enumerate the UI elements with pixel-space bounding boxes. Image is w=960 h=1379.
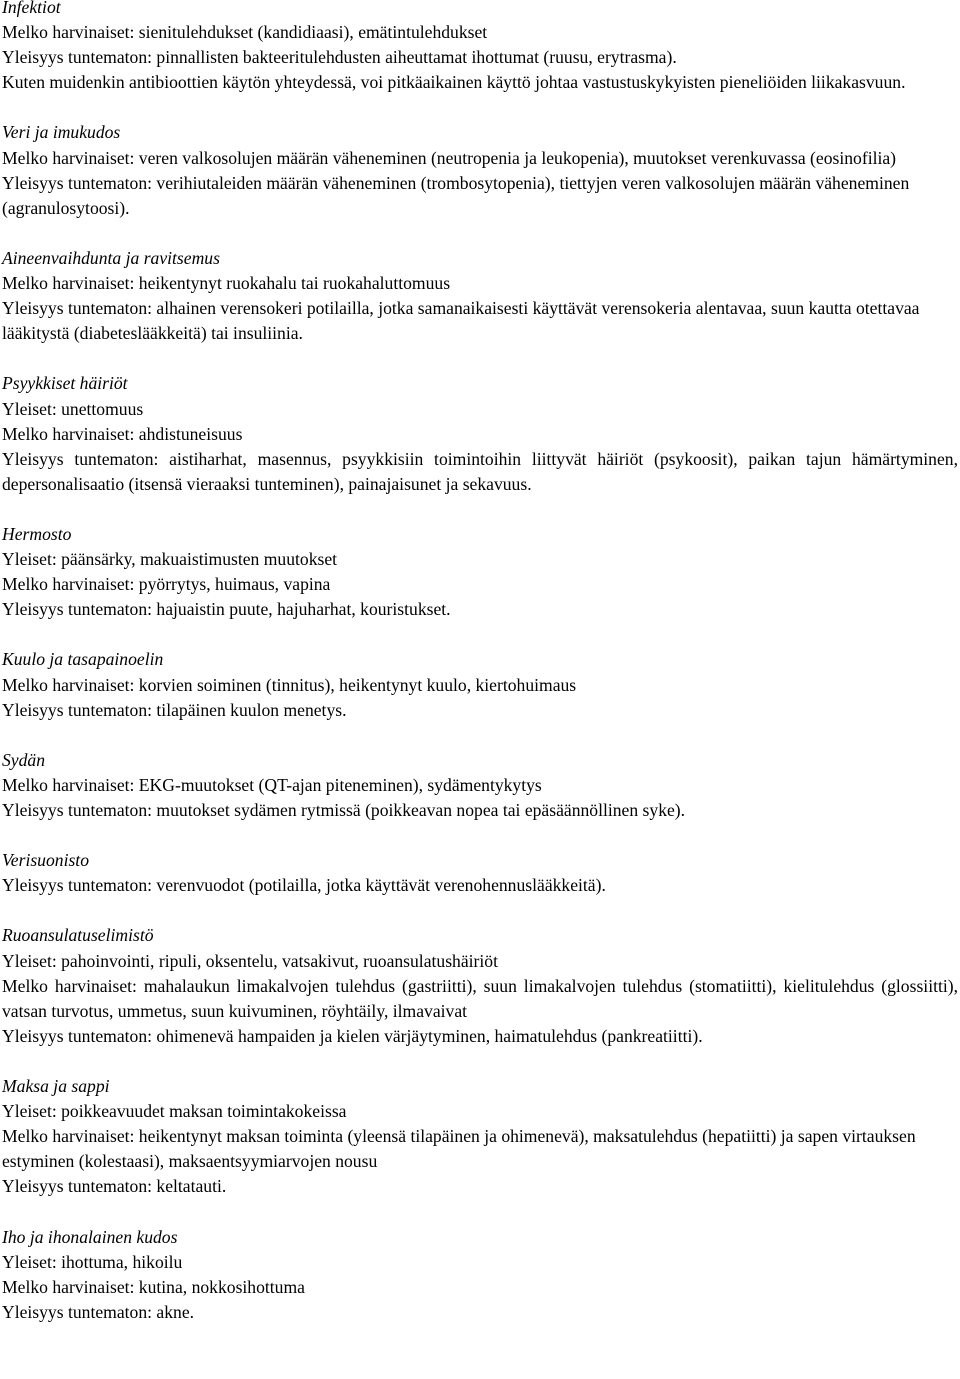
section-heading: Ruoansulatuselimistö: [2, 925, 154, 946]
section-psyykkiset-hairiot: [2, 371, 958, 496]
section-line: Yleiset: unettomuus: [2, 398, 144, 419]
section-line: Melko harvinaiset: korvien soiminen (tinnitus), heikentynyt kuulo, kiertohuimaus: [2, 674, 577, 695]
section-line: Yleisyys tuntematon: ohimenevä hampaiden ja kielen värjäytyminen, haimatulehdus (pankreatiitti).: [2, 1025, 703, 1046]
section-hermosto: [2, 522, 958, 622]
section-maksa-ja-sappi: [2, 1074, 958, 1199]
section-line: Melko harvinaiset: heikentynyt ruokahalu tai ruokahaluttomuus: [2, 273, 451, 294]
section-line: Yleiset: ihottuma, hikoilu: [2, 1251, 183, 1272]
section-sydan: [2, 748, 958, 823]
section-heading: Infektiot: [2, 0, 61, 17]
section-iho-ja-ihonalainen-kudos: [2, 1225, 958, 1325]
section-line: Yleisyys tuntematon: tilapäinen kuulon menetys.: [2, 699, 347, 720]
section-heading: Hermosto: [2, 523, 72, 544]
section-line: Yleisyys tuntematon: pinnallisten bakteeritulehdusten aiheuttamat ihottumat (ruusu, erytrasma).: [2, 47, 677, 68]
section-line: Yleisyys tuntematon: aistiharhat, masennus, psyykkisiin toimintoihin liittyvät häiriöt (psykoosit), paikan tajun hämärtyminen, depersonalisaatio (itsensä vieraaksi tunteminen), painajaisunet ja sekavuus.: [2, 448, 958, 494]
section-veri-ja-imukudos: [2, 120, 958, 220]
section-line: Melko harvinaiset: kutina, nokkosihottuma: [2, 1276, 305, 1297]
section-line: Melko harvinaiset: pyörrytys, huimaus, vapina: [2, 574, 331, 595]
document-body: [2, 0, 958, 1350]
section-heading: Sydän: [2, 749, 45, 770]
section-heading: Veri ja imukudos: [2, 122, 121, 143]
section-line: Kuten muidenkin antibioottien käytön yhteydessä, voi pitkäaikainen käyttö johtaa vastustuskykyisten pieneliöiden liikakasvuun.: [2, 72, 906, 93]
section-heading: Aineenvaihdunta ja ravitsemus: [2, 247, 220, 268]
section-infektiot: [2, 0, 958, 95]
section-line: Yleiset: poikkeavuudet maksan toimintakokeissa: [2, 1101, 347, 1122]
section-line: Melko harvinaiset: heikentynyt maksan toiminta (yleensä tilapäinen ja ohimenevä), maksatulehdus (hepatiitti) ja sapen virtauksen estyminen (kolestaasi), maksaentsyymiarvojen nousu: [2, 1126, 916, 1172]
section-line: Melko harvinaiset: veren valkosolujen määrän väheneminen (neutropenia ja leukopenia), muutokset verenkuvassa (eosinofilia): [2, 147, 897, 168]
section-aineenvaihdunta: [2, 246, 958, 346]
section-heading: Maksa ja sappi: [2, 1076, 110, 1097]
section-kuulo-ja-tasapainoelin: [2, 647, 958, 722]
section-verisuonisto: [2, 848, 958, 898]
section-line: Melko harvinaiset: mahalaukun limakalvojen tulehdus (gastriitti), suun limakalvojen tulehdus (stomatiitti), kielitulehdus (glossiitti), vatsan turvotus, ummetus, suun kuivuminen, röyhtäily, ilmavaivat: [2, 975, 958, 1021]
section-line: Yleisyys tuntematon: hajuaistin puute, hajuharhat, kouristukset.: [2, 599, 451, 620]
section-line: Yleisyys tuntematon: verihiutaleiden määrän väheneminen (trombosytopenia), tiettyjen veren valkosolujen määrän väheneminen (agranulosytoosi).: [2, 172, 910, 218]
section-line: Yleisyys tuntematon: alhainen verensokeri potilailla, jotka samanaikaisesti käyttävät verensokeria alentavaa, suun kautta otettavaa lääkitystä (diabeteslääkkeitä) tai insuliinia.: [2, 298, 920, 344]
section-ruoansulatuselimisto: [2, 923, 958, 1048]
section-heading: Psyykkiset häiriöt: [2, 373, 128, 394]
section-line: Yleiset: päänsärky, makuaistimusten muutokset: [2, 549, 338, 570]
section-line: Melko harvinaiset: ahdistuneisuus: [2, 423, 243, 444]
section-heading: Verisuonisto: [2, 850, 89, 871]
section-heading: Iho ja ihonalainen kudos: [2, 1226, 178, 1247]
section-line: Melko harvinaiset: EKG-muutokset (QT-ajan piteneminen), sydämentykytys: [2, 774, 542, 795]
section-line: Melko harvinaiset: sienitulehdukset (kandidiaasi), emätintulehdukset: [2, 22, 488, 43]
section-line: Yleisyys tuntematon: akne.: [2, 1301, 195, 1322]
section-heading: Kuulo ja tasapainoelin: [2, 649, 164, 670]
section-line: Yleisyys tuntematon: muutokset sydämen rytmissä (poikkeavan nopea tai epäsäännöllinen syke).: [2, 800, 686, 820]
section-line: Yleisyys tuntematon: verenvuodot (potilailla, jotka käyttävät verenohennuslääkkeitä).: [2, 875, 606, 896]
section-line: Yleiset: pahoinvointi, ripuli, oksentelu, vatsakivut, ruoansulatushäiriöt: [2, 950, 498, 971]
section-line: Yleisyys tuntematon: keltatauti.: [2, 1176, 227, 1197]
